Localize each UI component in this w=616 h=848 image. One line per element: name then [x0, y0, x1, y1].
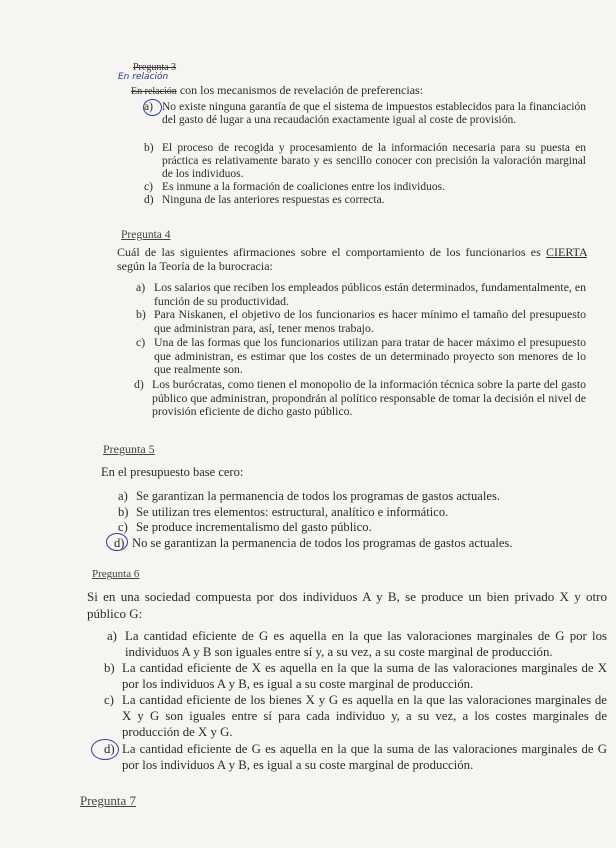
option-c: c) Es inmune a la formación de coaliciones entre los individuos.: [144, 181, 445, 193]
question-4-title: Pregunta 4: [121, 229, 171, 241]
question-4-stem: Cuál de las siguientes afirmaciones sobre el comportamiento de los funcionarios es CIERTA según la Teoría de la burocracia:: [117, 245, 587, 273]
question-6-title: Pregunta 6: [92, 568, 140, 580]
stem-text: con los mecanismos de revelación de preferencias:: [179, 83, 424, 97]
option-d: d) Los burócratas, como tienen el monopolio de la información técnica sobre la parte del gasto público que administran, propondrán al político responsable de tomar la decisión el nivel de provisión eficiente de dicho gasto público.: [134, 377, 586, 418]
question-7-title: Pregunta 7: [80, 793, 136, 808]
question-3-stem: [131, 83, 423, 99]
option-a: a) Se garantizan la permanencia de todos los programas de gastos actuales.: [118, 489, 501, 503]
struck-text: En relación: [131, 86, 177, 97]
option-b: b) El proceso de recogida y procesamiento de la información necesaria para su puesta en práctica es relativamente barato y es sencillo conocer con precisión la valoración marginal de los individuos.: [144, 142, 586, 180]
option-c: c) La cantidad eficiente de los bienes X y G es aquella en la que las valoraciones marginales de X y G son iguales entre sí para cada individuo y, a su vez, a los costes marginales de producción de X y G.: [104, 693, 607, 739]
handwritten-note: En relación: [118, 72, 169, 82]
option-b: b) La cantidad eficiente de X es aquella en la que la suma de las valoraciones marginales de X por los individuos A y B, es igual a su coste marginal de producción.: [104, 661, 607, 691]
option-d: d) Ninguna de las anteriores respuestas es correcta.: [144, 194, 385, 206]
option-d: d) La cantidad eficiente de G es aquella en la que la suma de las valoraciones marginales de G por los individuos A y B, es igual a su coste marginal de producción.: [104, 742, 607, 772]
option-d: d) No se garantizan la permanencia de todos los programas de gastos actuales.: [114, 536, 513, 550]
emphasis-cierta: CIERTA: [546, 245, 587, 259]
option-a: a) No existe ninguna garantía de que el sistema de impuestos establecidos para la financiación del gasto dé lugar a una recaudación exactamente igual al coste de provisión.: [144, 101, 586, 126]
question-5-stem: En el presupuesto base cero:: [101, 465, 244, 479]
question-5-title: Pregunta 5: [103, 442, 155, 456]
option-c: c) Se produce incrementalismo del gasto público.: [118, 520, 372, 534]
option-c: c) Una de las formas que los funcionarios utilizan para tratar de hacer máximo el presupuesto que administran, es estimar que los costes de un determinado proyecto son menores de lo que realmente son.: [136, 335, 586, 376]
question-3-title: Pregunta 3: [133, 62, 177, 73]
question-6-stem: Si en una sociedad compuesta por dos individuos A y B, se produce un bien privado X y otro público G:: [87, 589, 607, 621]
option-a: a) Los salarios que reciben los empleados públicos están determinados, fundamentalmente, en función de su productividad.: [136, 280, 586, 308]
option-b: b) Para Niskanen, el objetivo de los funcionarios es hacer mínimo el tamaño del presupuesto que administran para, así, tener menos trabajo.: [136, 307, 586, 335]
option-a: a) La cantidad eficiente de G es aquella en la que las valoraciones marginales de G por los individuos A y B son iguales entre sí y, a su vez, a su coste marginal de producción.: [107, 629, 607, 659]
option-b: b) Se utilizan tres elementos: estructural, analítico e informático.: [118, 505, 449, 519]
